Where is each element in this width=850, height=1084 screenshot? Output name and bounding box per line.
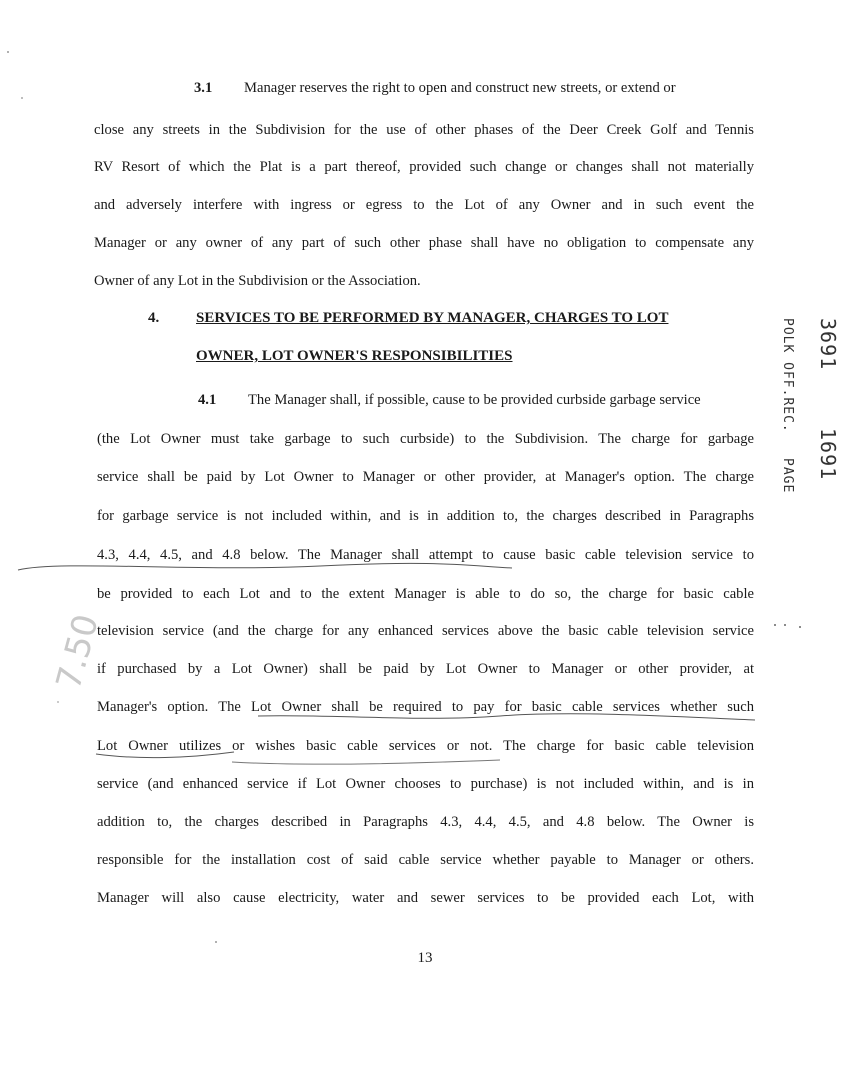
margin-handwritten-note: 7.50 [48, 610, 107, 694]
stamp-label-page: PAGE [780, 458, 795, 494]
section-4-heading-line-2: OWNER, LOT OWNER'S RESPONSIBILITIES [196, 348, 513, 364]
para-3-1-line-1 [94, 78, 754, 98]
para-4-1-line-6: be provided to each Lot and to the extent Manager is able to do so, the charge for basic cable [97, 586, 754, 602]
recording-stamp [770, 318, 850, 518]
para-3-1-line-5: Manager or any owner of any part of such other phase shall have no obligation to compensate any [94, 235, 754, 251]
para-4-1-line-4: for garbage service is not included within, and is in addition to, the charges described in Paragraphs [97, 508, 754, 524]
para-4-1-number: 4.1 [198, 392, 217, 408]
underline-mark-4 [232, 760, 500, 764]
para-4-1-line-10: Lot Owner utilizes or wishes basic cable services or not. The charge for basic cable television [97, 738, 754, 754]
para-4-1-line-14: Manager will also cause electricity, water and sewer services to be provided each Lot, with [97, 890, 754, 906]
para-4-1-line-12: addition to, the charges described in Paragraphs 4.3, 4.4, 4.5, and 4.8 below. The Owner is [97, 814, 754, 830]
para-3-1-line-2: close any streets in the Subdivision for the use of other phases of the Deer Creek Golf and Tennis [94, 122, 754, 138]
para-3-1-number: 3.1 [194, 80, 213, 96]
para-4-1-line-7: television service (and the charge for any enhanced services above the basic cable television service [97, 623, 754, 639]
para-3-1-line-3: RV Resort of which the Plat is a part thereof, provided such change or changes shall not materially [94, 159, 754, 175]
section-4-number: 4. [148, 310, 160, 326]
para-4-1-line-1 [94, 390, 754, 410]
para-4-1-line-5: 4.3, 4.4, 4.5, and 4.8 below. The Manager shall attempt to cause basic cable television service to [97, 547, 754, 563]
para-4-1-line-8: if purchased by a Lot Owner) shall be paid by Lot Owner to Manager or other provider, at [97, 661, 754, 677]
para-4-1-line-13: responsible for the installation cost of said cable service whether payable to Manager or others. [97, 852, 754, 868]
stamp-page-number: 1691 [816, 428, 840, 481]
para-4-1-line-11: service (and enhanced service if Lot Owner chooses to purchase) is not included within, and is in [97, 776, 754, 792]
para-4-1-line-3: service shall be paid by Lot Owner to Manager or other provider, at Manager's option. The charge [97, 469, 754, 485]
para-4-1-text: The Manager shall, if possible, cause to be provided curbside garbage service [248, 392, 701, 408]
section-4-heading-line-1: SERVICES TO BE PERFORMED BY MANAGER, CHARGES TO LOT [196, 310, 669, 326]
para-4-1-line-9: Manager's option. The Lot Owner shall be required to pay for basic cable services whether such [97, 699, 754, 715]
stamp-book-number: 3691 [816, 318, 840, 371]
para-3-1-line-6: Owner of any Lot in the Subdivision or the Association. [94, 273, 421, 289]
para-3-1-text: Manager reserves the right to open and construct new streets, or extend or [244, 80, 676, 96]
page-number: 13 [417, 950, 433, 966]
stamp-label-polk: POLK OFF.REC. [780, 318, 795, 433]
para-4-1-line-2: (the Lot Owner must take garbage to such curbside) to the Subdivision. The charge for garbage [97, 431, 754, 447]
para-3-1-line-4: and adversely interfere with ingress or egress to the Lot of any Owner and in such event the [94, 197, 754, 213]
